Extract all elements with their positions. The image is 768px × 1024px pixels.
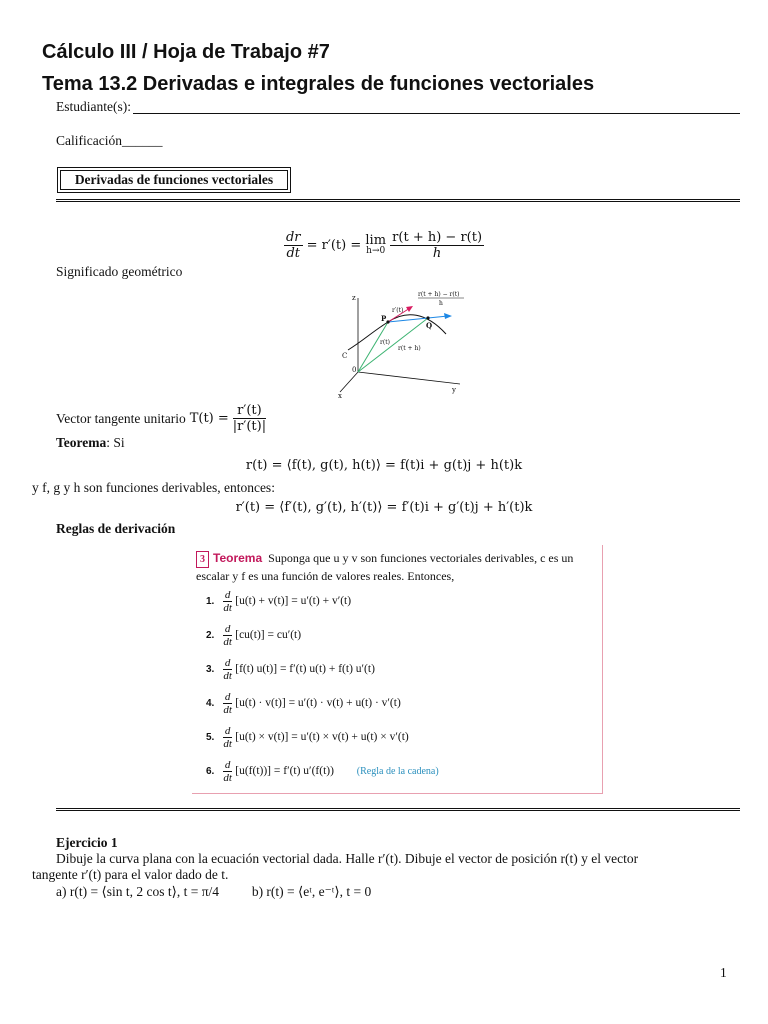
rule-3-expr: [f(t) u(t)] = f′(t) u(t) + f(t) u′(t) [235, 663, 375, 676]
rule-5-num: 5. [206, 732, 215, 743]
exercise-part-b: b) r(t) = ⟨eᵗ, e⁻ᵗ⟩, t = 0 [251, 884, 372, 899]
rule-6-expr: [u(f(t))] = f′(t) u′(f(t)) [235, 765, 334, 778]
label-quot-den: h [439, 300, 443, 307]
rule-3 [206, 657, 375, 682]
exercise-line-1: Dibuje la curva plana con la ecuación vectorial dada. Halle r′(t). Dibuje el vector de posición r(t) y el vector [56, 851, 639, 866]
rule-4-dt: dt [223, 704, 232, 716]
rule-4-num: 4. [206, 698, 215, 709]
rule-2-dt: dt [223, 636, 232, 648]
y-axis [358, 372, 460, 384]
derivative-definition [0, 230, 768, 261]
section-title-box [57, 167, 291, 193]
rule-1 [206, 589, 351, 614]
rules-title: Reglas de derivación [56, 521, 176, 536]
theorem-suffix: : Si [106, 435, 125, 450]
label-origin: 0 [352, 366, 357, 374]
separator-bottom [56, 808, 740, 811]
def-lhs-num: dr [285, 230, 301, 245]
page-number: 1 [720, 965, 727, 980]
rule-1-dt: dt [223, 602, 232, 614]
rule-3-d: d [224, 657, 231, 669]
theorem-intro [56, 435, 125, 451]
unit-tangent [56, 403, 266, 434]
def-rhs-den: h [432, 246, 442, 261]
separator-top [56, 199, 740, 202]
page-title: Cálculo III / Hoja de Trabajo #7 [42, 41, 330, 63]
exercise-title: Ejercicio 1 [56, 835, 118, 850]
rule-6 [206, 759, 439, 784]
rule-6-num: 6. [206, 766, 215, 777]
label-q: Q [426, 321, 433, 330]
rule-6-dt: dt [223, 772, 232, 784]
unit-tangent-label: Vector tangente unitario [56, 410, 186, 426]
rule-2 [206, 623, 301, 648]
secant-arrowhead [444, 313, 452, 319]
def-lim: lim [365, 232, 387, 248]
theorem-equation-1: r(t) = ⟨f(t), g(t), h(t)⟩ = f(t)i + g(t)j + h(t)k [245, 458, 523, 473]
grade-label: Calificación [56, 133, 122, 148]
rule-4 [206, 691, 401, 716]
student-blank-line [133, 99, 740, 114]
unit-tangent-lhs: T(t) = [189, 410, 229, 426]
rule-5-expr: [u(t) × v(t)] = u′(t) × v(t) + u(t) × v′(t) [235, 731, 409, 744]
student-label: Estudiante(s): [56, 99, 131, 114]
rule-5-dt: dt [223, 738, 232, 750]
theorem-label: Teorema [56, 435, 107, 450]
x-axis [340, 372, 358, 392]
label-c: C [342, 352, 348, 360]
geometric-meaning-label: Significado geométrico [56, 264, 183, 279]
label-quot-num: r(t + h) − r(t) [418, 291, 460, 298]
rule-5 [206, 725, 409, 750]
rule-2-d: d [224, 623, 231, 635]
rule-3-dt: dt [223, 670, 232, 682]
rule-1-expr: [u(t) + v(t)] = u′(t) + v′(t) [235, 595, 352, 608]
rule-1-d: d [224, 589, 231, 601]
def-lhs-den: dt [286, 246, 300, 261]
unit-tangent-den: |r′(t)| [232, 419, 267, 434]
derivation-rules-box [192, 545, 603, 794]
page-subtitle: Tema 13.2 Derivadas e integrales de funciones vectoriales [42, 73, 595, 95]
theorem-word: Teorema [213, 551, 263, 565]
theorem-equation-2: r′(t) = ⟨f′(t), g′(t), h′(t)⟩ = f′(t)i + g′(t)j + h′(t)k [235, 500, 533, 515]
theorem-number: 3 [196, 551, 209, 568]
theorem-text-2: escalar y f es una función de valores reales. Entonces, [196, 569, 455, 583]
theorem-text-1: Suponga que u y v son funciones vectoriales derivables, c es un [268, 551, 574, 565]
student-field [56, 99, 740, 115]
section-title: Derivadas de funciones vectoriales [60, 170, 288, 190]
tangent-vector-figure [336, 288, 466, 400]
theorem-condition: y f, g y h son funciones derivables, entonces: [32, 480, 275, 495]
label-rth: r(t + h) [398, 345, 421, 352]
chain-rule-note: (Regla de la cadena) [356, 766, 439, 778]
unit-tangent-num: r′(t) [233, 403, 266, 419]
rule-2-expr: [cu(t)] = cu′(t) [235, 629, 302, 642]
grade-field [56, 133, 162, 149]
label-z: z [352, 294, 356, 302]
def-rhs-num: r(t + h) − r(t) [392, 230, 483, 245]
rule-3-num: 3. [206, 664, 215, 675]
tangent-arrowhead [406, 306, 413, 312]
position-vector-rt [358, 322, 388, 372]
rule-5-d: d [224, 725, 231, 737]
rule-2-num: 2. [206, 630, 215, 641]
rule-4-expr: [u(t) · v(t)] = u′(t) · v(t) + u(t) · v′(t) [235, 697, 401, 710]
exercise-part-a: a) r(t) = ⟨sin t, 2 cos t⟩, t = π/4 [56, 884, 220, 899]
label-rprime: r′(t) [392, 307, 404, 314]
rule-4-d: d [224, 691, 231, 703]
rule-6-d: d [224, 759, 231, 771]
exercise-line-2: tangente r′(t) para el valor dado de t. [32, 867, 229, 882]
grade-blank: ______ [121, 133, 163, 148]
label-x: x [338, 392, 342, 400]
label-rt: r(t) [380, 339, 390, 346]
point-q [426, 316, 429, 319]
exercise-parts [56, 884, 371, 900]
point-p [386, 320, 389, 323]
label-p: P [381, 314, 387, 323]
curve-c [348, 315, 446, 350]
rule-1-num: 1. [206, 596, 215, 607]
label-y: y [452, 386, 456, 394]
def-lim-sub: h→0 [366, 245, 386, 256]
theorem-box-header [192, 551, 602, 568]
def-mid: = r′(t) = [306, 238, 362, 253]
